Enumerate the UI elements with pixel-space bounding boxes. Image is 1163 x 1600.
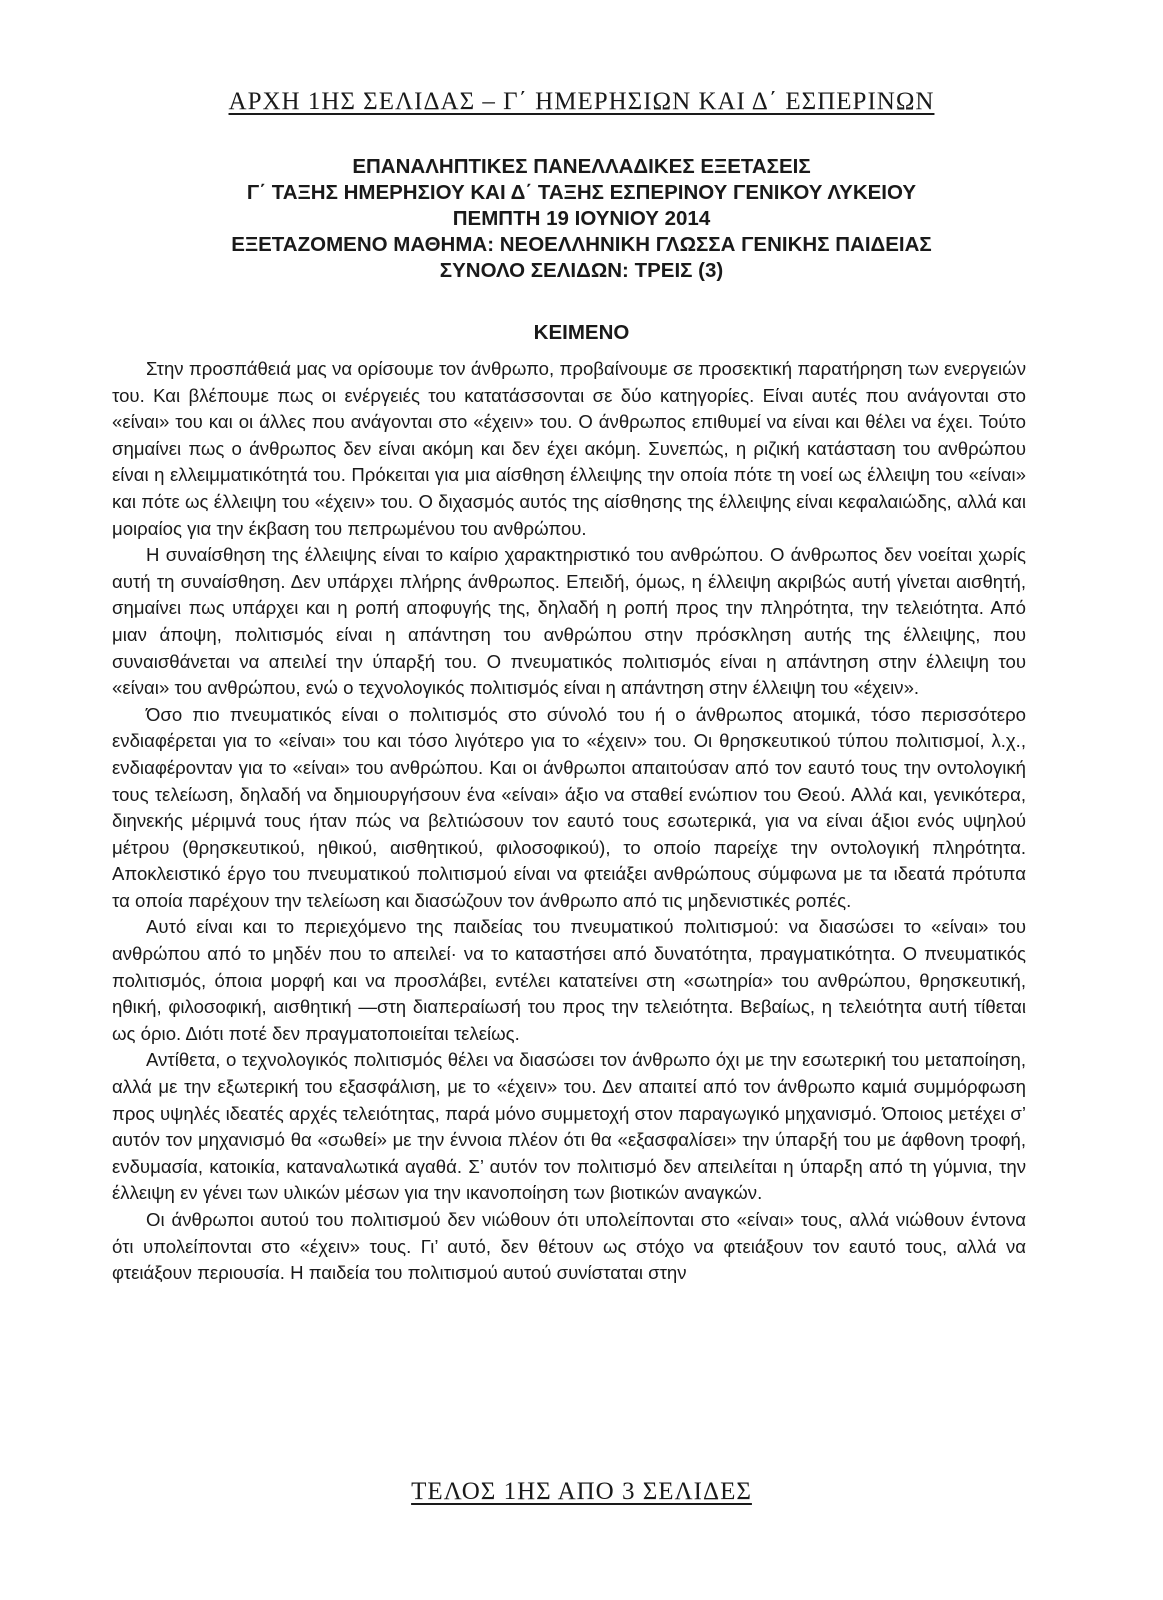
exam-date: ΠΕΜΠΤΗ 19 ΙΟΥΝΙΟΥ 2014 — [452, 207, 711, 230]
exam-info-block — [0, 154, 1163, 284]
paragraph: Στην προσπάθειά μας να ορίσουμε τον άνθρωπο, προβαίνουμε σε προσεκτική παρατήρηση των ενεργειών του. Και βλέπουμε πως οι ενέργειές του κατατάσσονται σε δύο κατηγορίες. Είναι αυτές που ανάγονται στο «είναι» του και οι άλλες που ανάγονται στο «έχειν» του. Ο άνθρωπος επιθυμεί να είναι και θέλει να έχει. Τούτο σημαίνει πως ο άνθρωπος δεν είναι ακόμη και δεν έχει ακόμη. Συνεπώς, η ριζική κατάσταση του ανθρώπου είναι η ελλειμματικότητά του. Πρόκειται για μια αίσθηση έλλειψης την οποία πότε τη νοεί ως έλλειψη του «είναι» και πότε ως έλλειψη του «έχειν» του. Ο διχασμός αυτός της αίσθησης της έλλειψης είναι κεφαλαιώδης, αλλά και μοιραίος για την έκβαση του πεπρωμένου του ανθρώπου. — [112, 358, 1026, 539]
paragraph: Η συναίσθηση της έλλειψης είναι το καίριο χαρακτηριστικό του ανθρώπου. Ο άνθρωπος δεν νοείται χωρίς αυτή τη συναίσθηση. Δεν υπάρχει πλήρης άνθρωπος. Επειδή, όμως, η έλλειψη ακριβώς αυτή γίνεται αισθητή, σημαίνει πως υπάρχει και η ροπή αποφυγής της, δηλαδή η ροπή προς την πληρότητα, την τελειότητα. Από μιαν άποψη, πολιτισμός είναι η απάντηση του ανθρώπου στην πρόσκληση αυτής της έλλειψης, που συναισθάνεται να απειλεί την ύπαρξή του. Ο πνευματικός πολιτισμός είναι η απάντηση στην έλλειψη του «είναι» του ανθρώπου, ενώ ο τεχνολογικός πολιτισμός είναι η απάντηση στην έλλειψη του «έχειν». — [112, 544, 1026, 699]
page-footer: ΤΕΛΟΣ 1ΗΣ ΑΠΟ 3 ΣΕΛΙΔΕΣ — [411, 1478, 752, 1505]
section-title: ΚΕΙΜΕΝΟ — [533, 321, 630, 344]
paragraph: Οι άνθρωποι αυτού του πολιτισμού δεν νιώθουν ότι υπολείπονται στο «είναι» τους, αλλά νιώθουν έντονα ότι υπολείπονται στο «έχειν» τους. Γι’ αυτό, δεν θέτουν ως στόχο να φτειάξουν τον εαυτό τους, αλλά να φτειάξουν περιουσία. Η παιδεία του πολιτισμού αυτού συνίσταται στην — [112, 1209, 1026, 1284]
paragraph: Αντίθετα, ο τεχνολογικός πολιτισμός θέλει να διασώσει τον άνθρωπο όχι με την εσωτερική του μεταποίηση, αλλά με την εξωτερική του εξασφάλιση, με το «έχειν» του. Δεν απαιτεί από τον άνθρωπο καμιά συμμόρφωση προς υψηλές ιδεατές αρχές τελειότητας, παρά μόνο συμμετοχή στον παραγωγικό μηχανισμό. Όποιος μετέχει σ’ αυτόν τον μηχανισμό θα «σωθεί» με την έννοια πλέον ότι θα «εξασφαλίσει» την ύπαρξή του με άφθονη τροφή, ενδυμασία, κατοικία, καταναλωτικά αγαθά. Σ’ αυτόν τον πολιτισμό δεν απειλείται η ύπαρξη από τη γύμνια, την έλλειψη εν γένει των υλικών μέσων για την ικανοποίηση των βιοτικών αναγκών. — [112, 1049, 1026, 1204]
exam-class: Γ΄ ΤΑΞΗΣ ΗΜΕΡΗΣΙΟΥ ΚΑΙ Δ΄ ΤΑΞΗΣ ΕΣΠΕΡΙΝΟΥ ΓΕΝΙΚΟΥ ΛΥΚΕΙΟΥ — [246, 181, 917, 204]
exam-title: ΕΠΑΝΑΛΗΠΤΙΚΕΣ ΠΑΝΕΛΛΑΔΙΚΕΣ ΕΞΕΤΑΣΕΙΣ — [352, 155, 811, 178]
exam-subject: ΕΞΕΤΑΖΟΜΕΝΟ ΜΑΘΗΜΑ: ΝΕΟΕΛΛΗΝΙΚΗ ΓΛΩΣΣΑ ΓΕΝΙΚΗΣ ΠΑΙΔΕΙΑΣ — [231, 233, 932, 256]
exam-page-count: ΣΥΝΟΛΟ ΣΕΛΙΔΩΝ: ΤΡΕΙΣ (3) — [439, 259, 724, 282]
page-header: ΑΡΧΗ 1ΗΣ ΣΕΛΙΔΑΣ – Γ΄ ΗΜΕΡΗΣΙΩΝ ΚΑΙ Δ΄ ΕΣΠΕΡΙΝΩΝ — [228, 88, 935, 115]
paragraph: Αυτό είναι και το περιεχόμενο της παιδείας του πνευματικού πολιτισμού: να διασώσει το «είναι» του ανθρώπου από το μηδέν που το απειλεί· να το καταστήσει από δυνατότητα, πραγματικότητα. Ο πνευματικός πολιτισμός, όποια μορφή και να προσλάβει, εντέλει κατατείνει στη «σωτηρία» του ανθρώπου, θρησκευτική, ηθική, φιλοσοφική, αισθητική —στη διαπεραίωσή του προς την τελειότητα. Βεβαίως, η τελειότητα αυτή τίθεται ως όριο. Διότι ποτέ δεν πραγματοποιείται τελείως. — [112, 916, 1026, 1044]
passage-text — [112, 356, 1026, 1287]
paragraph: Όσο πιο πνευματικός είναι ο πολιτισμός στο σύνολό του ή ο άνθρωπος ατομικά, τόσο περισσότερο ενδιαφέρεται για το «είναι» του και τόσο λιγότερο για το «έχειν» του. Οι θρησκευτικού τύπου πολιτισμοί, λ.χ., ενδιαφέρονταν για το «είναι» του ανθρώπου. Και οι άνθρωποι απαιτούσαν από τον εαυτό τους την οντολογική τους τελείωση, δηλαδή να δημιουργήσουν ένα «είναι» άξιο να σταθεί ενώπιον του Θεού. Αλλά και, γενικότερα, διηνεκής μέριμνά τους ήταν πώς να βελτιώσουν τον εαυτό τους εσωτερικά, για να είναι άξιοι ενός υψηλού μέτρου (θρησκευτικού, ηθικού, αισθητικού, φιλοσοφικού), το οποίο παρείχε την οντολογική πληρότητα. Αποκλειστικό έργο του πνευματικού πολιτισμού είναι να φτειάξει ανθρώπους σύμφωνα με τα ιδεατά πρότυπα τα οποία παρέχουν την τελείωση και διασώζουν τον άνθρωπο από τις μηδενιστικές ροπές. — [112, 703, 1026, 911]
